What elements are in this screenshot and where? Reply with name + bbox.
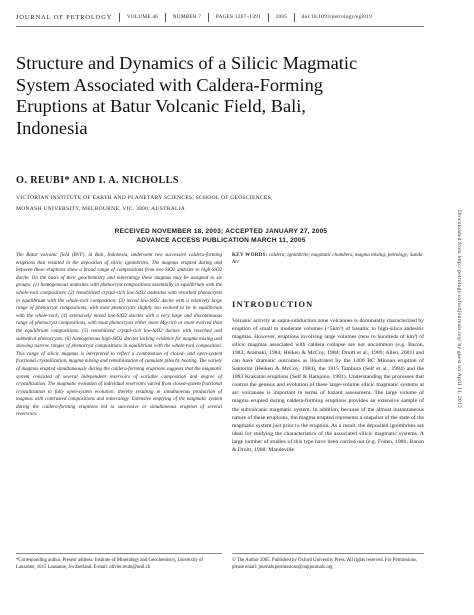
title-line: System Associated with Caldera-Forming (16, 74, 323, 95)
copyright-rule (232, 553, 424, 554)
issue-number: NUMBER 7 (172, 14, 202, 20)
author-list: O. REUBI* AND I. A. NICHOLLS (16, 175, 179, 186)
title-line: Eruptions at Batur Volcanic Field, Bali, (16, 96, 306, 117)
keywords-text: caldera; ignimbrite; magmatic chambers; magma mixing; petrology; Sunda Arc (232, 252, 423, 266)
running-header (16, 10, 424, 24)
footnote-rule (16, 553, 222, 554)
copyright-notice: © The Author 2005. Published by Oxford University Press. All rights reserved. For Permissions, please email: journals.permissions@oupjournals.org (232, 558, 418, 571)
download-watermark (452, 210, 466, 530)
affiliation (16, 193, 426, 216)
keywords-label: KEY WORDS: (232, 252, 268, 258)
title-line: Indonesia (16, 117, 88, 138)
header-divider (294, 13, 295, 22)
affiliation-line: VICTORIAN INSTITUTE OF EARTH AND PLANETARY SCIENCES, SCHOOL OF GEOSCIENCES, (16, 195, 273, 201)
page-range: PAGES 1367–1391 (215, 14, 261, 20)
advance-access-date: ADVANCE ACCESS PUBLICATION MARCH 11, 2005 (136, 236, 306, 244)
journal-name: JOURNAL OF PETROLOGY (16, 13, 113, 21)
year: 2005 (275, 14, 288, 20)
header-divider (119, 13, 120, 22)
corresponding-author-footnote: *Corresponding author. Present address: Institute of Mineralogy and Geochemistry, University of Lausanne, 1015 Lausanne, Switzerland. E-mail: olivier.reubi@unil.ch (16, 558, 203, 571)
header-rule (16, 26, 424, 27)
keywords (232, 252, 424, 267)
abstract: The Batur volcanic field (BVF), in Bali, Indonesia, underwent two successive caldera-forming eruptions that resulted in the deposition of silicic ignimbrites. The magmas erupted during and between these eruptions show a broad range of compositions from low-SiO2 andesite to high-SiO2 dacite. On the basis of their geochemistry and mineralogy these magmas may be assigned to six groups: (1) homogeneous andesites with phenocryst compositions essentially in equilibrium with the whole-rock composition; (2) remobilized crystal-rich low-SiO2 andesites with resorbed phenocrysts in equilibrium with the whole-rock composition; (3) mixed low-SiO2 dacite with a relatively large range of phenocryst compositions, with most phenocrysts slightly too evolved to be in equilibrium with the whole-rock; (4) extensively mixed low-SiO2 dacites with a very large and discontinuous range of phenocryst compositions, with most phenocrysts either more Mg-rich or more evolved than the equilibrium compositions; (5) remobilized crystal-rich low-SiO2 dacites with resorbed and subhedral phenocrysts; (6) homogeneous high-SiO2 dacites lacking evidence for magma mixing and showing narrow ranges of phenocryst compositions in equilibrium with the whole-rock composition. This range of silicic magmas is interpreted to reflect a combination of closed- and open-system fractional crystallization, magma mixing and remobilization of cumulate piles by heating. The variety of magmas erupted simultaneously during the caldera-forming eruptions suggests that the magmatic system consisted of several independent reservoirs of variable composition and degree of crystallization. The magmatic evolution of individual reservoirs varied from closed-system fractional crystallization to fully open-system evolution, thereby resulting in simultaneous production of magmas with contrasted compositions and mineralogy. Extensive emptying of the magmatic system during the caldera-forming eruptions led to successive or simultaneous eruption of several reservoirs. (16, 252, 222, 418)
received-accepted-date: RECEIVED NOVEMBER 18, 2003; ACCEPTED JANUARY 27, 2005 (114, 228, 328, 235)
header-divider (165, 13, 166, 22)
volume: VOLUME 46 (126, 14, 159, 20)
title-line: Structure and Dynamics of a Silicic Magmatic (16, 53, 358, 73)
doi-link[interactable]: doi:10.1093/petrology/egi019 (301, 14, 372, 20)
publication-dates (16, 228, 426, 245)
article-title (16, 53, 426, 139)
introduction-body: Volcanic activity at supra-subduction zone volcanoes is dominantly characterized by eruption of small to moderate volumes (<5km³) of basaltic to high-silica andesitic magmas. However, eruptions involving large volumes (tens to hundreds of km³) of silicic magmas associated with caldera collapse are not uncommon (e.g. Bacon, 1983; Aramaki, 1984; Heiken & McCoy, 1984; Druitt et al., 1989; Allen, 2001) and can have dramatic outcomes as illustrated by the 1400 BC Minoan eruption of Santorini (Heiken & McCoy, 1984), the 1815 Tambora (Self et al., 1984) and the 1883 Krakatau eruptions (Self & Rampino, 1981). Understanding the processes that control the genesis and evolution of these large-volume silicic magmatic systems at arc volcanoes is important in terms of hazard assessment. The large volume of magma erupted during caldera-forming eruptions provides an extensive sample of the subvolcanic magmatic system. In addition, because of the almost instantaneous nature of these eruptions, the magma erupted represents a snapshot of the state of the magmatic system just prior to the eruption. As a result, the deposited ignimbrites are ideal for studying the characteristics of the associated silicic magmatic systems. A large number of studies of this type have been carried out (e.g. Foden, 1986; Bacon & Druitt, 1988; Mandeville (232, 318, 424, 453)
header-divider (208, 13, 209, 22)
header-divider (268, 13, 269, 22)
download-watermark-text: Downloaded from http://petrology.oxfordjournals.org/ by guest on April 11, 2012 (456, 210, 462, 408)
affiliation-line: MONASH UNIVERSITY, MELBOURNE, VIC. 3800, AUSTRALIA (16, 206, 186, 213)
section-heading-introduction: INTRODUCTION (232, 300, 314, 309)
